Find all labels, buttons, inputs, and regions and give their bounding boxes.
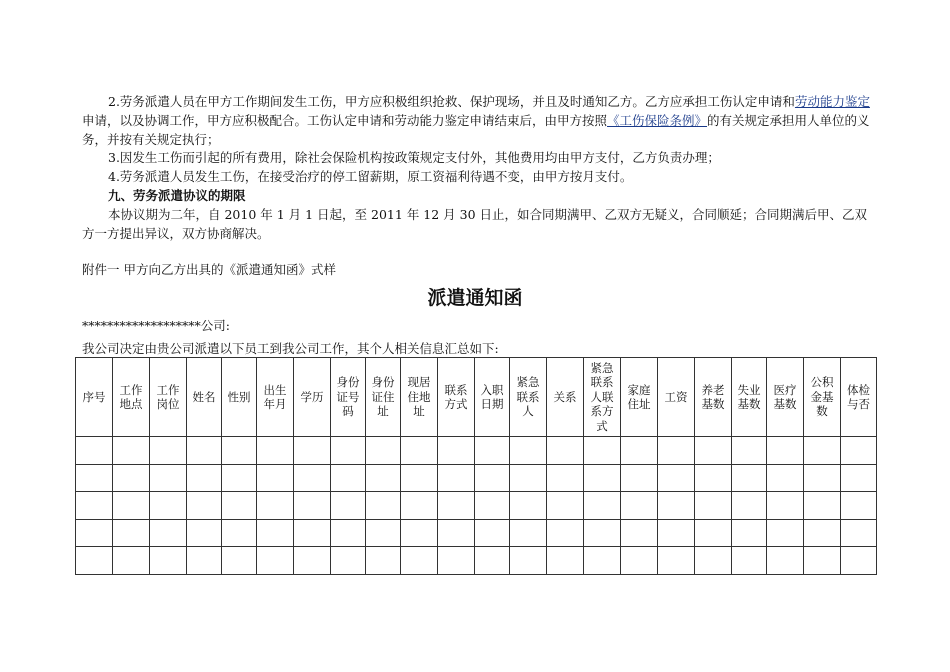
table-cell[interactable] [187, 519, 222, 547]
table-cell[interactable] [222, 547, 257, 575]
column-header: 公积金基数 [804, 358, 841, 437]
table-cell[interactable] [658, 437, 695, 465]
table-cell[interactable] [438, 519, 475, 547]
annex-caption: 附件一 甲方向乙方出具的《派遣通知函》式样 [82, 262, 336, 277]
table-cell[interactable] [438, 492, 475, 520]
table-cell[interactable] [113, 437, 150, 465]
table-cell[interactable] [510, 492, 547, 520]
table-cell[interactable] [841, 464, 877, 492]
table-cell[interactable] [222, 519, 257, 547]
intro-line: 我公司决定由贵公司派遣以下员工到我公司工作，其个人相关信息汇总如下: [82, 341, 499, 356]
table-cell[interactable] [401, 464, 438, 492]
table-cell[interactable] [804, 437, 841, 465]
table-cell[interactable] [510, 464, 547, 492]
table-cell[interactable] [257, 547, 294, 575]
section-9-body: 本协议期为二年，自 2010 年 1 月 1 日起，至 2011 年 12 月 30 日止，如合同期满甲、乙双方无疑义，合同顺延；合同期满后甲、乙双方一方提出异议，双方协商解决。 [82, 207, 868, 241]
table-cell[interactable] [76, 547, 113, 575]
table-cell[interactable] [475, 437, 510, 465]
column-header: 工资 [658, 358, 695, 437]
table-cell[interactable] [187, 547, 222, 575]
table-cell[interactable] [401, 547, 438, 575]
table-cell[interactable] [113, 464, 150, 492]
table-row [76, 492, 877, 520]
table-cell[interactable] [331, 492, 366, 520]
table-cell[interactable] [510, 547, 547, 575]
table-row [76, 547, 877, 575]
column-header: 家庭住址 [621, 358, 658, 437]
column-header: 入职日期 [475, 358, 510, 437]
table-cell[interactable] [547, 492, 584, 520]
table-cell[interactable] [767, 464, 804, 492]
column-header: 体检与否 [841, 358, 877, 437]
table-cell[interactable] [331, 519, 366, 547]
table-cell[interactable] [475, 519, 510, 547]
table-cell[interactable] [658, 492, 695, 520]
table-cell[interactable] [76, 492, 113, 520]
column-header: 序号 [76, 358, 113, 437]
table-cell[interactable] [621, 547, 658, 575]
table-cell[interactable] [767, 492, 804, 520]
table-cell[interactable] [475, 464, 510, 492]
section-9-heading: 九、劳务派遣协议的期限 [108, 188, 246, 203]
table-cell[interactable] [76, 519, 113, 547]
table-cell[interactable] [658, 519, 695, 547]
table-cell[interactable] [732, 437, 767, 465]
column-header: 养老基数 [695, 358, 732, 437]
table-cell[interactable] [294, 464, 331, 492]
column-header: 失业基数 [732, 358, 767, 437]
column-header: 性别 [222, 358, 257, 437]
column-header: 出生年月 [257, 358, 294, 437]
document-title: 派遣通知函 [427, 287, 523, 309]
column-header: 现居住地址 [401, 358, 438, 437]
column-header: 联系方式 [438, 358, 475, 437]
table-cell[interactable] [695, 492, 732, 520]
table-cell[interactable] [804, 464, 841, 492]
column-header: 学历 [294, 358, 331, 437]
table-row [76, 519, 877, 547]
table-cell[interactable] [547, 437, 584, 465]
table-cell[interactable] [732, 519, 767, 547]
column-header: 身份证住址 [366, 358, 401, 437]
table-cell[interactable] [366, 464, 401, 492]
table-cell[interactable] [658, 547, 695, 575]
table-cell[interactable] [584, 492, 621, 520]
table-cell[interactable] [366, 519, 401, 547]
table-cell[interactable] [695, 437, 732, 465]
column-header: 工作地点 [113, 358, 150, 437]
table-cell[interactable] [76, 437, 113, 465]
table-cell[interactable] [222, 437, 257, 465]
table-cell[interactable] [621, 464, 658, 492]
table-cell[interactable] [331, 547, 366, 575]
table-cell[interactable] [366, 437, 401, 465]
column-header: 身份证号码 [331, 358, 366, 437]
table-cell[interactable] [150, 437, 187, 465]
table-cell[interactable] [113, 519, 150, 547]
table-cell[interactable] [438, 547, 475, 575]
column-header: 紧急联系人联系方式 [584, 358, 621, 437]
column-header: 工作岗位 [150, 358, 187, 437]
table-cell[interactable] [257, 464, 294, 492]
table-cell[interactable] [401, 519, 438, 547]
table-cell[interactable] [475, 547, 510, 575]
table-cell[interactable] [621, 519, 658, 547]
table-cell[interactable] [841, 519, 877, 547]
table-cell[interactable] [695, 547, 732, 575]
table-cell[interactable] [294, 437, 331, 465]
table-cell[interactable] [366, 547, 401, 575]
table-cell[interactable] [841, 492, 877, 520]
table-body [76, 437, 877, 575]
table-cell[interactable] [841, 547, 877, 575]
table-row [76, 437, 877, 465]
table-cell[interactable] [150, 492, 187, 520]
addressee-line: *******************公司: [82, 318, 230, 333]
table-cell[interactable] [584, 547, 621, 575]
column-header: 紧急联系人 [510, 358, 547, 437]
table-cell[interactable] [366, 492, 401, 520]
column-header: 关系 [547, 358, 584, 437]
table-cell[interactable] [804, 492, 841, 520]
table-cell[interactable] [187, 492, 222, 520]
table-cell[interactable] [222, 464, 257, 492]
table-header-row [76, 358, 877, 437]
table-cell[interactable] [401, 492, 438, 520]
table-cell[interactable] [584, 464, 621, 492]
table-cell[interactable] [113, 492, 150, 520]
table-cell[interactable] [150, 519, 187, 547]
table-cell[interactable] [547, 547, 584, 575]
table-cell[interactable] [767, 519, 804, 547]
table-cell[interactable] [187, 437, 222, 465]
table-cell[interactable] [438, 437, 475, 465]
table-cell[interactable] [294, 519, 331, 547]
table-cell[interactable] [767, 437, 804, 465]
table-cell[interactable] [150, 464, 187, 492]
table-cell[interactable] [475, 492, 510, 520]
table-cell[interactable] [732, 464, 767, 492]
dispatch-employee-table [75, 357, 877, 575]
table-cell[interactable] [222, 492, 257, 520]
table-cell[interactable] [695, 519, 732, 547]
table-cell[interactable] [547, 519, 584, 547]
table-cell[interactable] [767, 547, 804, 575]
table-cell[interactable] [658, 464, 695, 492]
table-cell[interactable] [732, 492, 767, 520]
table-cell[interactable] [331, 437, 366, 465]
table-cell[interactable] [331, 464, 366, 492]
table-row [76, 464, 877, 492]
table-cell[interactable] [841, 437, 877, 465]
table-cell[interactable] [257, 519, 294, 547]
table-cell[interactable] [150, 547, 187, 575]
table-cell[interactable] [732, 547, 767, 575]
table-cell[interactable] [294, 492, 331, 520]
table-cell[interactable] [76, 464, 113, 492]
table-cell[interactable] [401, 437, 438, 465]
clause-2: 2.劳务派遣人员在甲方工作期间发生工伤，甲方应积极组织抢救、保护现场，并且及时通知乙方。乙方应承担工伤认定申请和劳动能力鉴定申请，以及协调工作，甲方应积极配合。工伤认定申请和劳动能力鉴定申请结束后，由甲方按照《工伤保险条例》的有关规定承担用人单位的义务，并按有关规定执行； [82, 94, 870, 147]
link-work-injury-regulations[interactable]: 《工伤保险条例》 [607, 113, 708, 128]
table-cell[interactable] [621, 492, 658, 520]
table-cell[interactable] [510, 519, 547, 547]
table-cell[interactable] [804, 519, 841, 547]
table-cell[interactable] [294, 547, 331, 575]
table-cell[interactable] [187, 464, 222, 492]
table-cell[interactable] [621, 437, 658, 465]
table-cell[interactable] [584, 437, 621, 465]
column-header: 姓名 [187, 358, 222, 437]
table-cell[interactable] [257, 492, 294, 520]
clause-3: 3.因发生工伤而引起的所有费用，除社会保险机构按政策规定支付外，其他费用均由甲方支付，乙方负责办理； [108, 150, 720, 165]
table-cell[interactable] [584, 519, 621, 547]
table-cell[interactable] [113, 547, 150, 575]
table-cell[interactable] [257, 437, 294, 465]
table-cell[interactable] [547, 464, 584, 492]
clause-4: 4.劳务派遣人员发生工伤，在接受治疗的停工留薪期，原工资福利待遇不变，由甲方按月支付。 [108, 169, 633, 184]
table-cell[interactable] [438, 464, 475, 492]
table-cell[interactable] [804, 547, 841, 575]
table-cell[interactable] [695, 464, 732, 492]
table-cell[interactable] [510, 437, 547, 465]
column-header: 医疗基数 [767, 358, 804, 437]
link-labor-capacity-appraisal[interactable]: 劳动能力鉴定 [794, 94, 870, 109]
